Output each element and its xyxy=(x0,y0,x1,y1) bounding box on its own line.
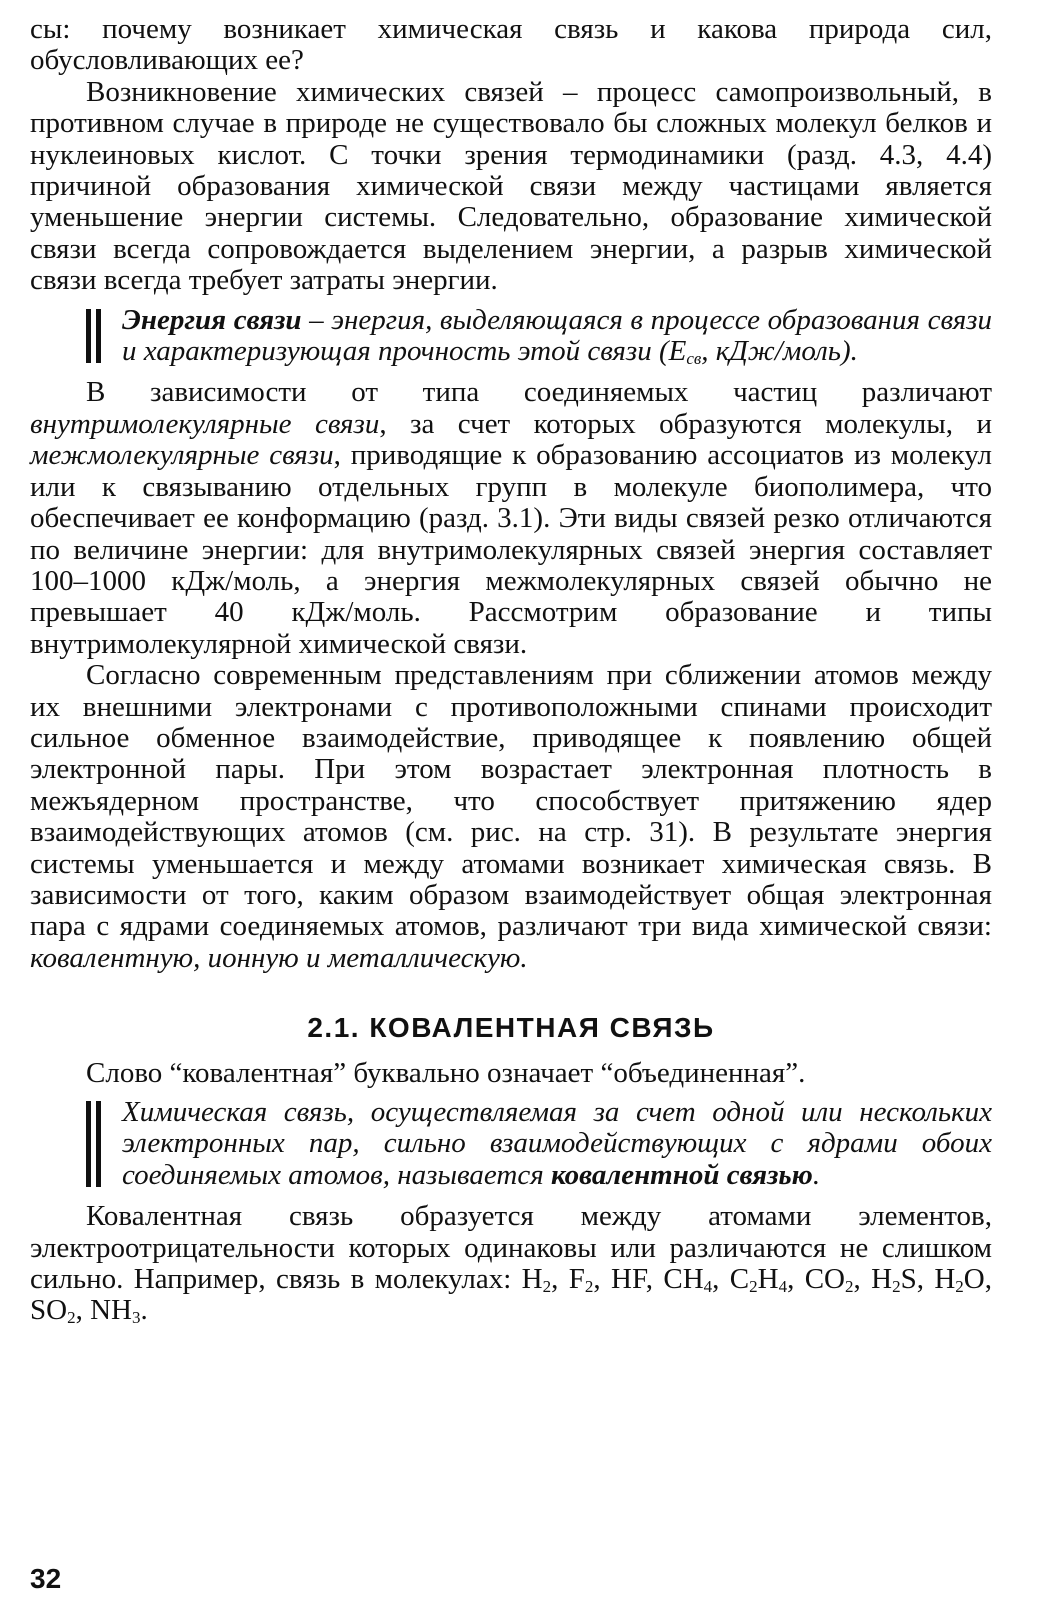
paragraph-continuation: сы: почему возникает химическая связь и какова природа сил, обусловливающих ее? xyxy=(30,13,992,77)
definition-text: Химическая связь, осуществляемая за счет одной или нескольких электронных пар, сильно взаимодействующих с ядрами обоих соединяемых атомов, называется xyxy=(122,1096,992,1191)
text-run: , приводящие к образованию ассоциатов из молекул или к связыванию отдельных групп в молекуле биополимера, что обеспечивает ее конформацию (разд. 3.1). Эти виды связей резко отличаются по величине энергии: для внутримолекулярных связей энергия составляет 100–1000 кДж/моль, а энергия межмолекулярных связей обычно не превышает 40 кДж/моль. Рассмотрим образование и типы внутримолекулярной химической связи. xyxy=(30,439,993,660)
formula-part: , F xyxy=(551,1263,585,1296)
paragraph-bond-types xyxy=(30,377,992,660)
formula-part: H xyxy=(521,1263,543,1296)
definition-term: Энергия связи xyxy=(122,303,302,336)
formula-part: , NH xyxy=(75,1294,132,1327)
paragraph-bond-formation: Возникновение химических связей – процесс самопроизвольный, в противном случае в природе не существовало бы сложных молекул белков и нуклеиновых кислот. С точки зрения термодинамики (разд. 4.3, 4.4) причиной образования химической связи между частицами является уменьшение энергии системы. Следовательно, образование химической связи всегда сопровождается выделением энергии, а разрыв химической связи всегда требует затраты энергии. xyxy=(30,75,992,297)
text-run: Ковалентная связь образуется между атомами элементов, электроотрицательности которых одинаковы или различаются не слишком сильно. Например, связь в молекулах: xyxy=(30,1200,992,1296)
section-heading: 2.1. КОВАЛЕНТНАЯ СВЯЗЬ xyxy=(307,1012,715,1044)
formula-part: , H xyxy=(853,1263,893,1296)
formula-part: H xyxy=(757,1263,779,1296)
subscript: 2 xyxy=(67,1308,76,1328)
subscript: 4 xyxy=(778,1277,788,1297)
page-number: 32 xyxy=(30,1563,62,1594)
subscript: 2 xyxy=(955,1277,964,1297)
subscript: 2 xyxy=(584,1277,594,1297)
italic-term: межмолекулярные связи xyxy=(30,439,334,472)
formula-part: O, SO xyxy=(30,1263,992,1327)
subscript: 2 xyxy=(845,1277,854,1297)
formula-part: S, H xyxy=(900,1263,956,1296)
definition-text-tail: . xyxy=(812,1158,821,1191)
italic-term: внутримолекулярные связи xyxy=(30,407,380,440)
paragraph-covalent-examples xyxy=(30,1201,992,1327)
definition-term: ковалентной связью xyxy=(550,1158,813,1191)
subscript: 2 xyxy=(892,1277,901,1297)
subscript: 4 xyxy=(703,1277,713,1297)
text-run: В зависимости от типа соединяемых частиц различают xyxy=(86,376,992,409)
text-run: Согласно современным представлениям при сближении атомов между их внешними электронами с противоположными спинами происходит сильное обменное взаимодействие, приводящее к появлению общей электронной пары. При этом возрастает электронная плотность в межъядерном пространстве, что способствует притяжению ядер взаимодействующих атомов (см. рис. на стр. 31). В результате энергия системы уменьшается и между атомами возникает химическая связь. В зависимости от того, каким образом взаимодействует общая электронная пара с ядрами соединяемых атомов, различают три вида химической связи: xyxy=(30,659,992,943)
subscript: 2 xyxy=(542,1277,552,1297)
formula-part: , CO xyxy=(787,1263,845,1296)
paragraph-modern-view xyxy=(30,660,992,974)
paragraph-word-meaning: Слово “ковалентная” буквально означает “объединенная”. xyxy=(86,1056,806,1089)
definition-covalent-bond xyxy=(30,1097,992,1191)
definition-text: – энергия, выделяющаяся в процессе образования связи и характеризующая прочность этой связи (E xyxy=(122,303,992,368)
page-body xyxy=(30,14,992,1327)
formula-part: . xyxy=(140,1294,148,1327)
formula-part: , C xyxy=(712,1263,750,1296)
formula-part: , HF, CH xyxy=(593,1263,704,1296)
subscript: 2 xyxy=(749,1277,758,1297)
subscript: 3 xyxy=(131,1308,141,1328)
subscript: св xyxy=(686,349,702,369)
definition-marker-icon xyxy=(86,1101,101,1187)
definition-bond-energy xyxy=(30,305,992,368)
definition-text-tail: , кДж/моль). xyxy=(701,335,858,368)
italic-term: ковалентную, ионную и металлическую. xyxy=(30,941,528,974)
definition-marker-icon xyxy=(86,309,101,364)
text-run: , за счет которых образуются молекулы, и xyxy=(379,407,992,440)
